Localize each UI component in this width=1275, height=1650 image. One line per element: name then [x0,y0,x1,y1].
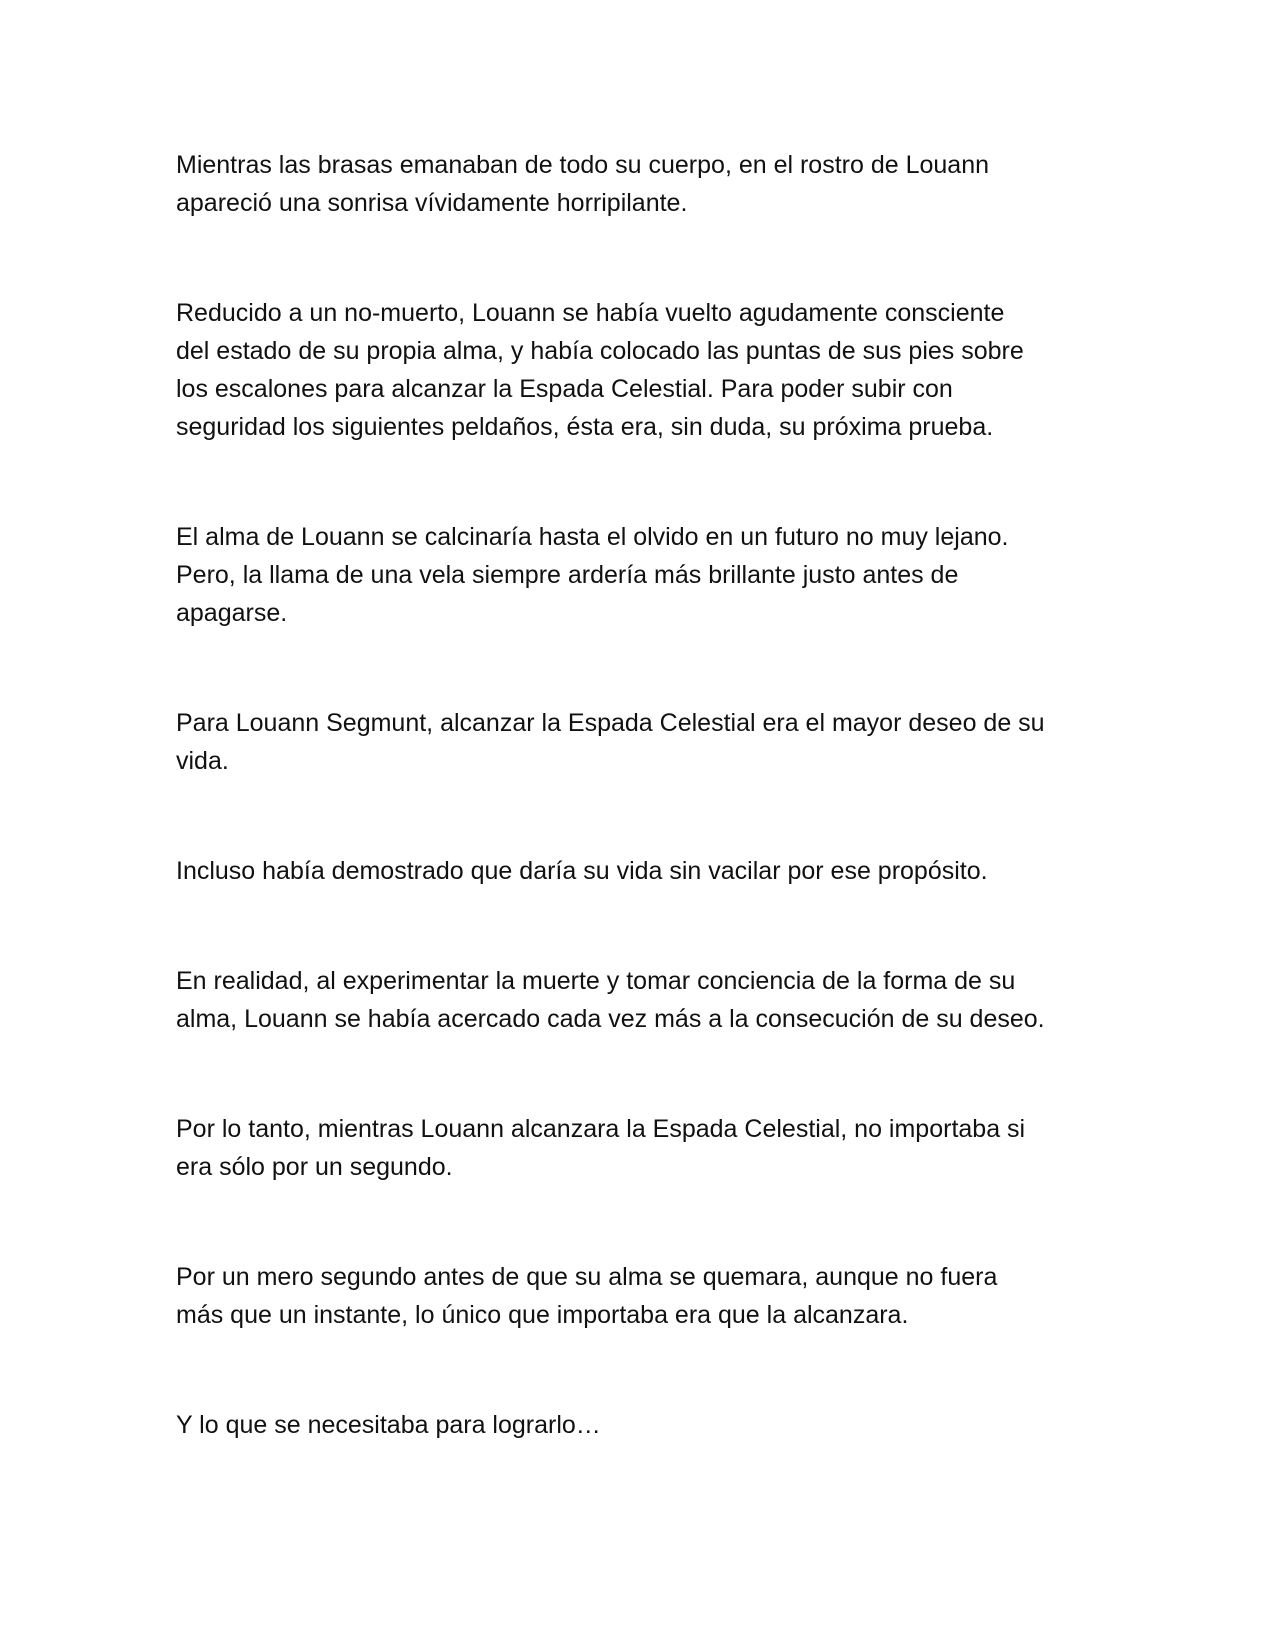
paragraph-1: Mientras las brasas emanaban de todo su cuerpo, en el rostro de Louann apareció una sonrisa vívidamente horripilante. [176,151,990,217]
paragraph-4: Para Louann Segmunt, alcanzar la Espada Celestial era el mayor deseo de su vida. [176,709,1045,775]
paragraph-5: Incluso había demostrado que daría su vida sin vacilar por ese propósito. [176,857,988,885]
paragraph-8: Por un mero segundo antes de que su alma se quemara, aunque no fuera más que un instante, lo único que importaba era que la alcanzara. [176,1263,998,1329]
body-text [176,146,1106,1444]
paragraph-6: En realidad, al experimentar la muerte y tomar conciencia de la forma de su alma, Louann se había acercado cada vez más a la consecución de su deseo. [176,967,1045,1033]
paragraph-7: Por lo tanto, mientras Louann alcanzara la Espada Celestial, no importaba si era sólo por un segundo. [176,1115,1026,1181]
paragraph-3: El alma de Louann se calcinaría hasta el olvido en un futuro no muy lejano. Pero, la llama de una vela siempre ardería más brillante justo antes de apagarse. [176,523,1009,627]
paragraph-2: Reducido a un no-muerto, Louann se había vuelto agudamente consciente del estado de su propia alma, y había colocado las puntas de sus pies sobre los escalones para alcanzar la Espada Celestial. Para poder subir con seguridad los siguientes peldaños, ésta era, sin duda, su próxima prueba. [176,299,1024,441]
paragraph-9: Y lo que se necesitaba para lograrlo… [176,1411,601,1439]
